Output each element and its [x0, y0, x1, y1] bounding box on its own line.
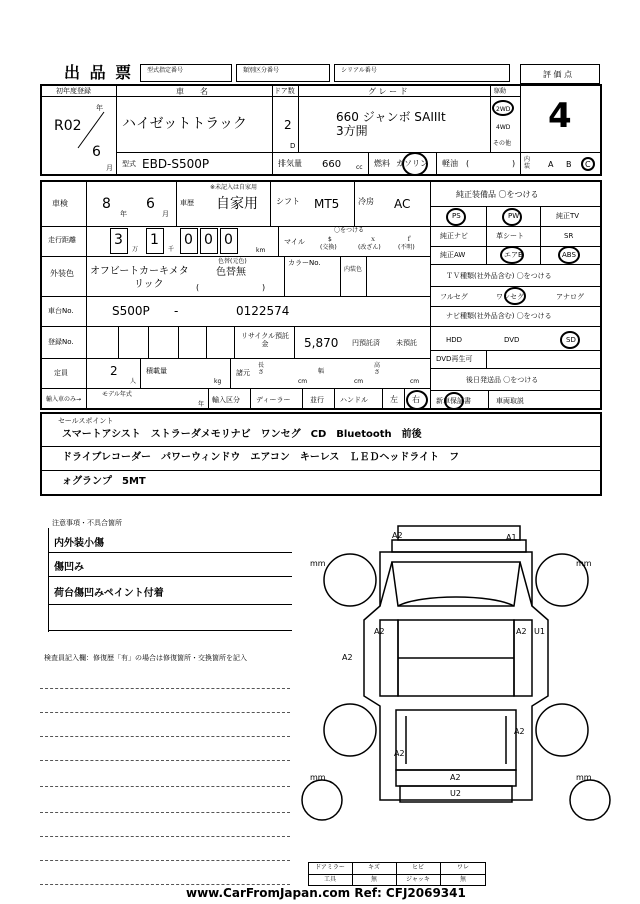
displacement-label: 排気量 — [278, 159, 302, 168]
height-cm: cm — [410, 378, 420, 385]
parallel-label: 並行 — [310, 396, 324, 404]
chassis-number: 0122574 — [236, 304, 290, 318]
mm-label: mm — [310, 773, 326, 782]
equip-navi: 純正ナビ — [440, 232, 468, 240]
length-label: 長さ — [258, 362, 265, 376]
tv-analog: アナログ — [556, 293, 584, 301]
score-label-box — [520, 64, 600, 84]
fuel-circle — [402, 152, 428, 176]
fuel-label: 燃料 — [374, 159, 390, 168]
dims-label: 諸元 — [236, 369, 250, 377]
cooler-label: 冷房 — [358, 197, 374, 206]
mileage-digit-1: 3 — [114, 232, 123, 248]
light-oil-label: 軽油 — [442, 159, 458, 168]
model-designation-box — [140, 64, 232, 82]
meter-opt1-sub: (交換) — [320, 244, 337, 251]
navi-sd-circle — [560, 331, 580, 349]
notes-label: 注意事項・不具合箇所 — [52, 519, 122, 527]
color-orig-label: 色替(元色) — [218, 258, 247, 265]
after-manual: 車両取説 — [496, 397, 524, 405]
inspection-month-char: 月 — [162, 210, 169, 218]
after-title: 後日発送品 〇をつける — [466, 376, 539, 384]
note-line3: 荷台傷凹みペイント付着 — [54, 588, 164, 599]
grade-label: グ レ ー ド — [368, 87, 408, 96]
legend-value: 工具 — [323, 876, 336, 883]
inspector-label: 検査員記入欄：修復歴「有」の場合は修復箇所・交換箇所を記入 — [44, 654, 247, 662]
navi-title: ナビ種類(社外品含む) 〇をつける — [446, 312, 552, 320]
width-cm: cm — [354, 378, 364, 385]
model-value: EBD-S500P — [142, 157, 210, 171]
registration-label: 登録No. — [48, 338, 74, 346]
sales-line2: ドライブレコーダー パワーウィンドウ エアコン キーレス ＬＥＤヘッドライト フ — [62, 452, 460, 463]
drive-label: 駆動 — [494, 88, 507, 95]
recycle-label: リサイクル預託金 — [240, 332, 290, 348]
dealer-label: ディーラー — [256, 396, 291, 404]
doors-value: 2 — [284, 118, 292, 132]
doors-label: ドア数 — [274, 87, 295, 95]
interior-label: 内装 — [524, 156, 531, 170]
drive-2wd: 2WD — [496, 106, 511, 113]
displacement-unit: cc — [356, 164, 363, 171]
after-warranty-circle — [444, 392, 464, 410]
damage-mark: A1 — [506, 533, 517, 542]
meter-maru-label: 〇をつける — [334, 227, 365, 234]
fuel-value: ガソリン — [396, 159, 428, 168]
shift-label: シフト — [276, 197, 300, 206]
equip-airbag-circle — [500, 246, 524, 264]
model-designation-label: 型式指定番号 — [147, 67, 184, 74]
meter-opt3-sub: (不明) — [398, 244, 415, 251]
inspection-month: 6 — [146, 196, 155, 212]
after-warranty: 新車保証書 — [436, 397, 471, 405]
equip-pw: PW — [508, 212, 520, 220]
paren-close: ) — [512, 159, 516, 168]
color-orig-paren-l: ( — [196, 283, 200, 292]
equip-abs-circle — [558, 246, 580, 264]
model-label: 型式 — [122, 160, 136, 168]
serial-number-box — [334, 64, 510, 82]
equip-ps: PS — [452, 212, 461, 220]
handle-right-circle — [406, 390, 428, 410]
import-div-label: 輸入区分 — [212, 396, 240, 404]
legend-value: 無 — [459, 876, 466, 883]
capacity-unit: 人 — [130, 378, 137, 385]
equip-sr: SR — [564, 232, 574, 240]
ext-color-value2: リック — [134, 279, 164, 290]
drive-other: その他 — [493, 140, 512, 147]
equip-ps-circle — [446, 208, 466, 226]
tv-fullseg: フルセグ — [440, 293, 468, 301]
damage-mark: A2 — [450, 773, 461, 782]
car-diagram — [300, 510, 612, 850]
displacement-value: 660 — [322, 159, 342, 170]
recycle-value: 5,870 — [304, 336, 339, 350]
sheet-title: 出 品 票 — [64, 63, 134, 82]
category-number-label: 類別区分番号 — [243, 67, 280, 74]
category-number-box — [236, 64, 330, 82]
equip-airbag: エアB — [504, 251, 523, 259]
damage-mark: U2 — [450, 789, 461, 798]
cooler-value: AC — [394, 197, 411, 211]
navi-hdd: HDD — [446, 336, 463, 344]
interior-grade-a: A — [548, 160, 554, 169]
shift-value: MT5 — [314, 197, 340, 211]
int-color-label: 内装色 — [343, 266, 362, 273]
mileage-label: 走行距離 — [48, 236, 76, 244]
handle-left: 左 — [390, 395, 398, 404]
navi-sd: SD — [566, 336, 576, 344]
capacity-value: 2 — [110, 364, 118, 378]
model-year-nen: 年 — [198, 401, 205, 408]
year-suffix: 年 — [96, 104, 103, 112]
legend-header: ドアミラー — [315, 864, 345, 871]
tv-title: ＴＶ種類(社外品含む) 〇をつける — [446, 272, 552, 280]
first-registration-month: 6 — [92, 144, 101, 160]
handle-right: 右 — [412, 395, 420, 404]
damage-mark: A2 — [392, 531, 403, 540]
damage-mark: A2 — [342, 653, 353, 662]
car-name-label: 車 名 — [176, 87, 208, 96]
mileage-digit-3: 0 — [184, 232, 193, 248]
sen-char: 千 — [168, 246, 175, 253]
meter-opt3: ｆ — [406, 236, 413, 243]
mile-label: マイル — [284, 238, 305, 246]
dvd-playback-label: DVD再生可 — [436, 355, 473, 363]
interior-grade-c: C — [585, 160, 591, 169]
tv-oneseg-circle — [504, 287, 526, 305]
mileage-digit-5: 0 — [224, 232, 233, 248]
drive-4wd: 4WD — [496, 124, 511, 131]
score-value: 4 — [548, 96, 572, 136]
height-label: 高さ — [374, 362, 381, 376]
month-suffix: 月 — [106, 164, 113, 172]
width-label: 幅 — [318, 368, 325, 375]
score-label: 評 価 点 — [543, 70, 573, 79]
legend-header: ヒビ — [411, 864, 424, 871]
load-unit: kg — [214, 378, 222, 385]
import-label: 輸入車のみ→ — [46, 396, 82, 403]
sales-line3: ォグランプ 5MT — [62, 476, 146, 487]
watermark: www.CarFromJapan.com Ref: CFJ2069341 — [186, 886, 466, 900]
color-orig-value: 色替無 — [216, 267, 246, 278]
mm-label: mm — [576, 773, 592, 782]
equip-pw-circle — [502, 208, 522, 226]
inspection-year-char: 年 — [120, 210, 127, 218]
navi-dvd: DVD — [504, 336, 520, 344]
damage-mark: U1 — [534, 627, 545, 636]
interior-grade-b: B — [566, 160, 572, 169]
legend-value: 無 — [370, 876, 377, 883]
first-registration-era-year: R02 — [54, 118, 82, 134]
first-registration-label: 初年度登録 — [56, 87, 91, 95]
capacity-label: 定員 — [54, 369, 68, 377]
paren-open: ( — [466, 159, 470, 168]
sales-line1: スマートアシスト ストラーダメモリナビ ワンセグ CD Bluetooth 前後 — [62, 429, 422, 440]
inspection-label: 車検 — [52, 199, 68, 208]
damage-mark: A2 — [374, 627, 385, 636]
model-year-label: モデル年式 — [102, 391, 132, 398]
meter-opt2: ｘ — [370, 236, 377, 243]
damage-mark: A2 — [516, 627, 527, 636]
meter-opt2-sub: (改ざん) — [358, 244, 381, 251]
grade-line2: 3方開 — [336, 124, 368, 138]
ext-color-label: 外装色 — [50, 269, 74, 278]
inspection-year: 8 — [102, 196, 111, 212]
serial-number-label: シリアル番号 — [341, 67, 377, 74]
type-value: 自家用 — [216, 196, 258, 212]
chassis-prefix: S500P — [112, 304, 150, 318]
equipment-title: 純正装備品 〇をつける — [456, 190, 539, 199]
damage-mark: A2 — [514, 727, 525, 736]
legend-header: ワレ — [456, 864, 469, 871]
length-cm: cm — [298, 378, 308, 385]
mm-label: mm — [576, 559, 592, 568]
color-orig-paren-r: ) — [262, 283, 266, 292]
mm-label: mm — [310, 559, 326, 568]
chassis-label: 車台No. — [48, 307, 74, 315]
tv-oneseg: ワンセグ — [496, 293, 524, 301]
legend-value: ジャッキ — [406, 876, 430, 883]
doors-suffix: D — [290, 142, 296, 150]
equip-aw: 純正AW — [440, 251, 466, 259]
date-slash — [76, 110, 106, 150]
car-name: ハイゼットトラック — [122, 116, 248, 132]
color-no-label: カラーNo. — [288, 259, 321, 267]
note-line2: 傷凹み — [54, 562, 84, 573]
chassis-dash: - — [174, 304, 179, 318]
ext-color-value: オフビートカーキメタ — [90, 266, 189, 277]
equip-tv: 純正TV — [556, 212, 580, 220]
legend-header: キズ — [368, 864, 380, 871]
recycle-unit: 円預託済 — [352, 339, 380, 347]
man-char: 万 — [132, 246, 139, 253]
grade-line1: 660 ジャンボ SAIIIt — [336, 110, 446, 124]
km-char: km — [256, 247, 266, 254]
equip-leather: 革シート — [496, 232, 524, 240]
recycle-status: 未預託 — [396, 339, 417, 347]
damage-mark: A2 — [394, 749, 405, 758]
handle-label: ハンドル — [340, 396, 368, 404]
note-line1: 内外装小傷 — [54, 538, 104, 549]
private-note: ※未記入は自家用 — [210, 184, 258, 191]
equip-abs: ABS — [562, 251, 576, 259]
type-label: 車歴 — [180, 199, 194, 207]
interior-grade-circle — [581, 157, 595, 171]
meter-opt1: $ — [328, 236, 332, 243]
load-label: 積載量 — [146, 367, 167, 375]
sales-points-label: セールスポイント — [58, 417, 114, 425]
mileage-digit-4: 0 — [204, 232, 213, 248]
drive-2wd-circle — [492, 100, 514, 116]
mileage-digit-2: 1 — [150, 232, 159, 248]
